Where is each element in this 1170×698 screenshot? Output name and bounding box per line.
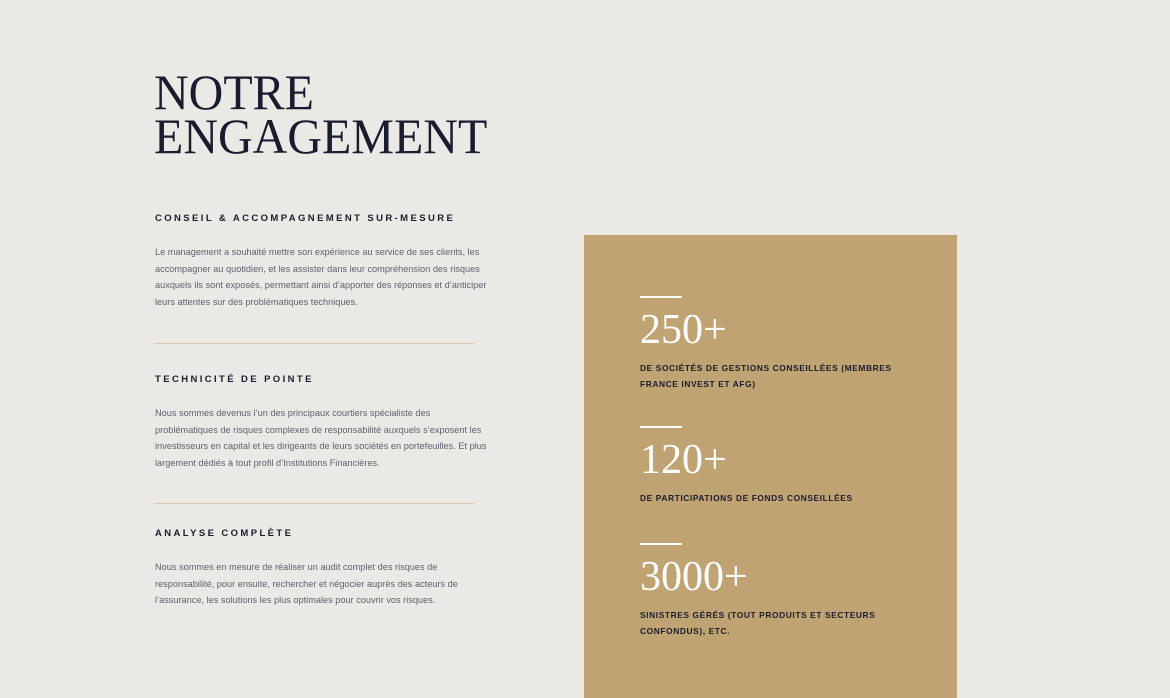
stat-item <box>640 426 900 506</box>
stat-value: 3000+ <box>640 554 748 600</box>
stats-panel <box>584 235 957 698</box>
section-divider <box>154 503 474 504</box>
page-title-line-1: NOTRE <box>154 64 314 120</box>
stat-label: DE PARTICIPATIONS DE FONDS CONSEILLÉES <box>640 493 853 503</box>
section-heading: TECHNICITÉ DE POINTE <box>155 374 314 385</box>
stat-label: SINISTRES GÉRÉS (TOUT PRODUITS ET SECTEURS CONFONDUS), ETC. <box>640 610 876 636</box>
stat-accent-bar <box>640 296 682 298</box>
stat-accent-bar <box>640 543 682 545</box>
section-body: Le management a souhaité mettre son expérience au service de ses clients, les accompagner au quotidien, et les assister dans leur compréhension des risques auxquels ils sont exposés, permettant ainsi d’apporter des réponses et d’anticiper leurs attentes sur des problématiques techniques. <box>155 247 487 307</box>
stat-value: 250+ <box>640 307 727 353</box>
section-body: Nous sommes en mesure de réaliser un audit complet des risques de responsabilité, pour ensuite, rechercher et négocier auprès des acteurs de l’assurance, les solutions les plus optimales pour couvrir vos risques. <box>155 562 458 606</box>
section-conseil <box>155 213 495 310</box>
page-title <box>154 64 488 164</box>
stat-item <box>640 543 900 639</box>
section-analyse <box>155 528 495 609</box>
section-heading: ANALYSE COMPLÈTE <box>155 528 294 539</box>
stat-label: DE SOCIÉTÉS DE GESTIONS CONSEILLÉES (MEMBRES FRANCE INVEST ET AFG) <box>640 363 892 389</box>
section-body: Nous sommes devenus l’un des principaux courtiers spécialiste des problématiques de risques complexes de responsabilité auxquels s’exposent les investisseurs en capital et les dirigeants de leurs sociétés en portefeuilles. Et plus largement dédiés à tout profil d’Institutions Financières. <box>155 408 487 468</box>
page-title-line-2: ENGAGEMENT <box>154 108 488 164</box>
stat-item <box>640 296 900 392</box>
section-divider <box>154 343 474 344</box>
stat-accent-bar <box>640 426 682 428</box>
section-technicite <box>155 374 495 471</box>
section-heading: CONSEIL & ACCOMPAGNEMENT SUR-MESURE <box>155 213 456 224</box>
stat-value: 120+ <box>640 437 727 483</box>
